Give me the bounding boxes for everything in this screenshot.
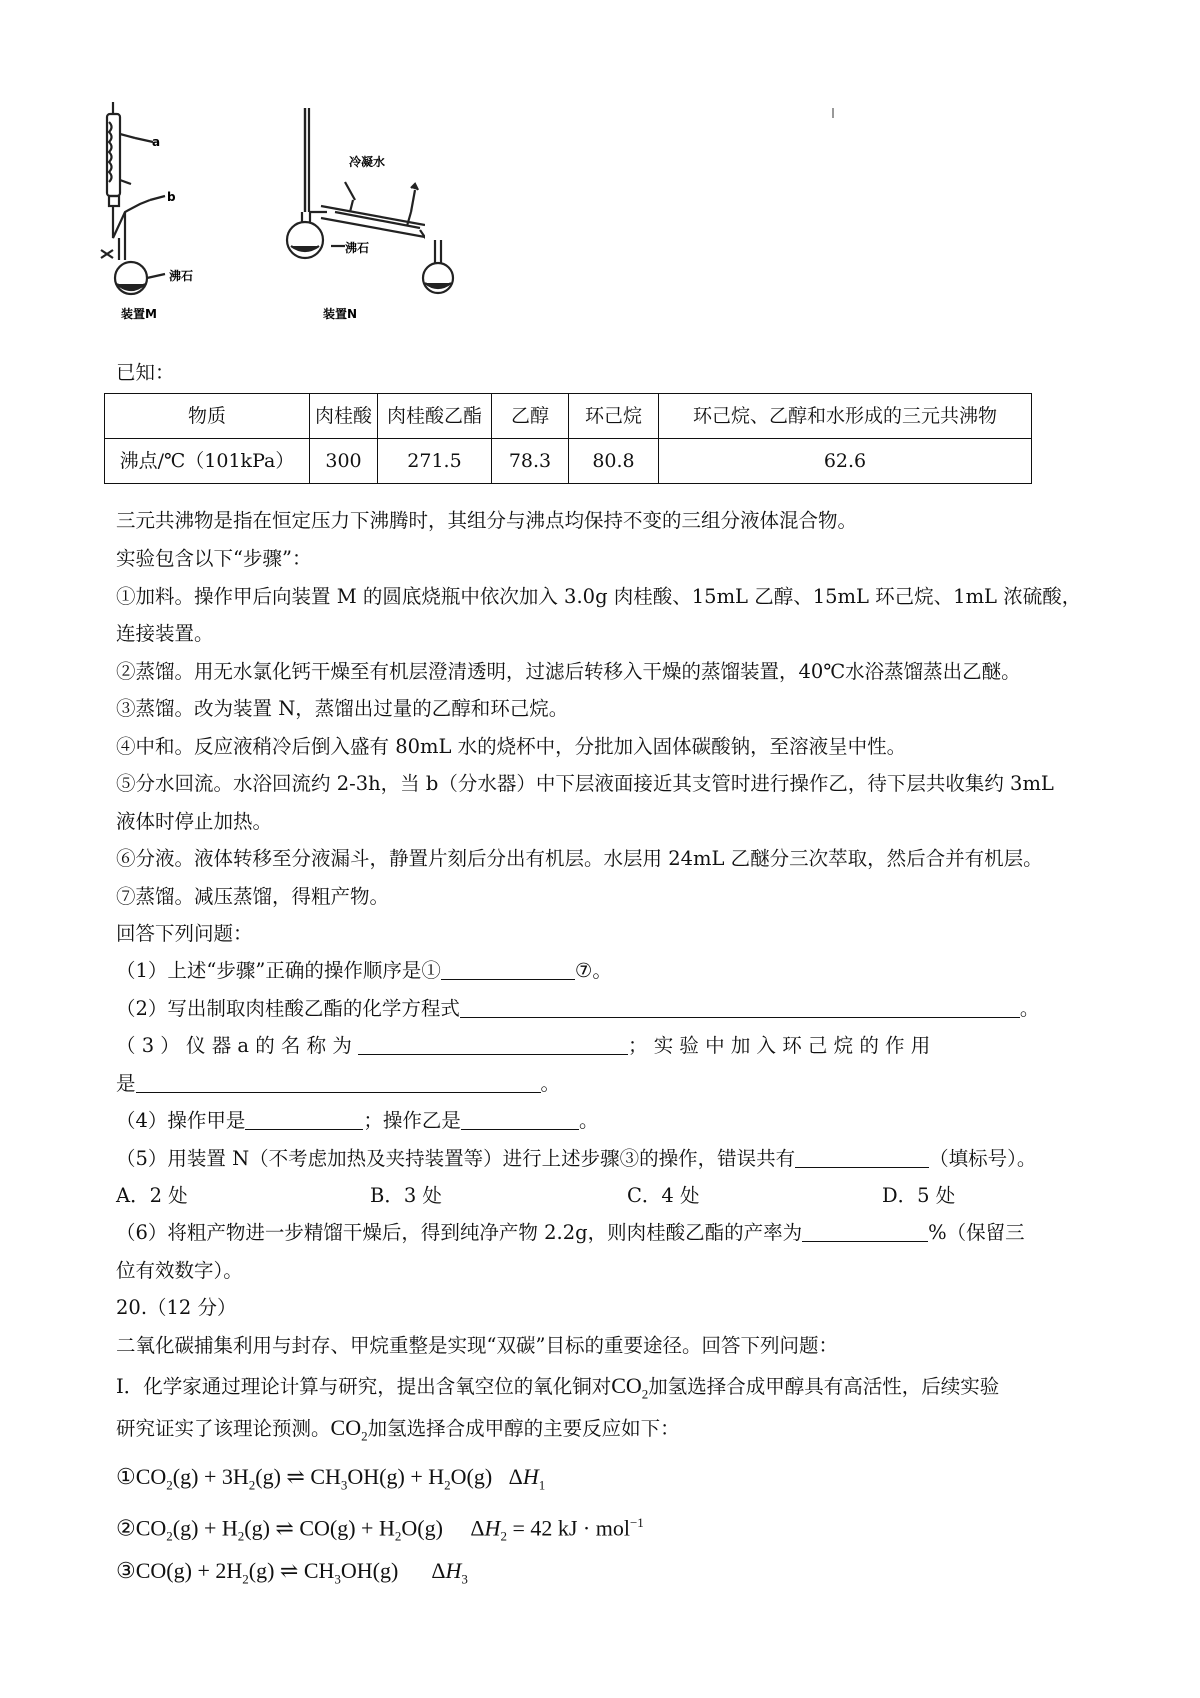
steps-intro: 实验包含以下“步骤”： xyxy=(116,547,312,570)
q20-title: 20.（12 分） xyxy=(116,1296,237,1319)
step-1: ①加料。操作甲后向装置 M 的圆底烧瓶中依次加入 3.0g 肉桂酸、15mL 乙醇、15mL 环己烷、1mL 浓硫酸， xyxy=(116,585,1082,608)
option-c[interactable]: C．4 处 xyxy=(627,1184,700,1207)
label-a: a xyxy=(152,135,161,149)
q5-answer-blank[interactable] xyxy=(795,1147,929,1168)
step-7: ⑦蒸馏。减压蒸馏，得粗产物。 xyxy=(116,885,390,908)
q20-intro: 二氧化碳捕集利用与封存、甲烷重整是实现“双碳”目标的重要途径。回答下列问题： xyxy=(116,1334,838,1357)
option-a[interactable]: A．2 处 xyxy=(116,1184,188,1207)
q1-text: （1）上述“步骤”正确的操作顺序是① xyxy=(116,959,441,982)
option-b[interactable]: B．3 处 xyxy=(370,1184,442,1207)
q4-text-mid: ；操作乙是 xyxy=(363,1109,461,1132)
q20-part1-text: Ⅰ．化学家通过理论计算与研究，提出含氧空位的氧化铜对 xyxy=(116,1375,612,1398)
q4-text-end: 。 xyxy=(578,1109,599,1132)
q3-name-blank[interactable] xyxy=(358,1034,628,1055)
q20-part1-text-b: 加氢选择合成甲醇具有高活性，后续实验 xyxy=(648,1375,1000,1398)
boiling-stone-m-label: 沸石 xyxy=(169,269,194,283)
receiving-flask-n xyxy=(420,240,460,300)
step-1-cont: 连接装置。 xyxy=(116,622,214,645)
question-1 xyxy=(116,958,612,984)
condenser-m xyxy=(107,114,120,196)
q4-text: （4）操作甲是 xyxy=(116,1109,246,1132)
q3-role-blank[interactable] xyxy=(136,1072,541,1093)
co2-formula xyxy=(330,1415,368,1444)
table-header-cell: 肉桂酸 xyxy=(310,394,378,439)
table-cell: 271.5 xyxy=(378,439,492,484)
boiling-stone-n-label: 沸石 xyxy=(345,241,370,255)
table-header-row xyxy=(105,394,1032,439)
q4-op-b-blank[interactable] xyxy=(461,1109,579,1130)
eq2-number: ② xyxy=(116,1515,136,1541)
table-cell: 78.3 xyxy=(492,439,569,484)
table-header-cell: 乙醇 xyxy=(492,394,569,439)
condenser-coil xyxy=(109,122,112,182)
q3-text-end: 。 xyxy=(540,1072,561,1095)
dh2-value: = 42 kJ · mol xyxy=(512,1515,630,1541)
q2-text: （2）写出制取肉桂酸乙酯的化学方程式 xyxy=(116,997,460,1020)
azeotrope-definition: 三元共沸物是指在恒定压力下沸腾时，其组分与沸点均保持不变的三组分液体混合物。 xyxy=(116,509,858,532)
page-mark xyxy=(832,108,834,118)
eq3-number: ③ xyxy=(116,1558,136,1583)
question-4 xyxy=(116,1108,598,1134)
step-6: ⑥分液。液体转移至分液漏斗，静置片刻后分出有机层。水层用 24mL 乙醚分三次萃取，然后合并有机层。 xyxy=(116,847,1043,870)
q3-text: （ 3 ） 仪 器 a 的 名 称 为 xyxy=(116,1034,352,1057)
question-2 xyxy=(116,996,1039,1022)
q1-text-end: ⑦。 xyxy=(574,959,612,982)
answer-intro: 回答下列问题： xyxy=(116,922,253,945)
q2-answer-blank[interactable] xyxy=(460,997,1020,1018)
step-3: ③蒸馏。改为装置 N，蒸馏出过量的乙醇和环己烷。 xyxy=(116,697,569,720)
apparatus-m-label: 装置M xyxy=(121,307,157,321)
table-header-cell: 肉桂酸乙酯 xyxy=(378,394,492,439)
apparatus-figure xyxy=(95,100,425,330)
q5-text: （5）用装置 N（不考虑加热及夹持装置等）进行上述步骤③的操作，错误共有 xyxy=(116,1147,796,1170)
question-6 xyxy=(116,1220,1025,1246)
q20-part1-line2 xyxy=(116,1415,680,1449)
condensing-water-label: 冷凝水 xyxy=(349,155,386,169)
q20-part1-text-c: 研究证实了该理论预测。 xyxy=(116,1417,331,1440)
table-cell: 80.8 xyxy=(569,439,659,484)
co2-formula xyxy=(611,1373,649,1402)
q3-text-b: 是 xyxy=(116,1072,136,1095)
question-6-cont: 位有效数字）。 xyxy=(116,1259,243,1282)
table-row-label: 沸点/℃（101kPa） xyxy=(105,439,310,484)
step-4: ④中和。反应液稍冷后倒入盛有 80mL 水的烧杯中，分批加入固体碳酸钠，至溶液呈中性。 xyxy=(116,735,907,758)
q20-part1-line1 xyxy=(116,1373,999,1407)
co2-subscript: 2 xyxy=(361,1428,368,1444)
q2-text-end: 。 xyxy=(1019,997,1040,1020)
q5-text-end: （填标号）。 xyxy=(929,1147,1037,1170)
co2-subscript: 2 xyxy=(641,1386,649,1402)
q6-text: （6）将粗产物进一步精馏干燥后，得到纯净产物 2.2g，则肉桂酸乙酯的产率为 xyxy=(116,1221,803,1244)
equation-2: $②CO_2(g) + H_2(g)$ ⇌ $CO(g) + H_2O(g)$ $\Delta H_2 = 42$ kJ · mol$^{-1}$ xyxy=(116,1515,644,1544)
apparatus-n-label: 装置N xyxy=(323,307,358,321)
dh2-exponent: −1 xyxy=(629,1515,644,1530)
question-3-cont xyxy=(116,1071,560,1097)
eq1-number: ① xyxy=(116,1464,136,1489)
table-row xyxy=(105,439,1032,484)
table-header-cell: 环己烷、乙醇和水形成的三元共沸物 xyxy=(659,394,1032,439)
equation-3: ③CO(g) + $2H_2(g)$ ⇌ $CH_3OH(g)$ $\Delta H_3$ xyxy=(116,1558,468,1587)
q1-answer-blank[interactable] xyxy=(441,959,575,980)
q6-text-end: %（保留三 xyxy=(928,1221,1025,1244)
co2-text: CO xyxy=(611,1373,642,1398)
step-5: ⑤分水回流。水浴回流约 2-3h，当 b（分水器）中下层液面接近其支管时进行操作乙，待下层共收集约 3mL xyxy=(116,772,1054,795)
co2-text: CO xyxy=(330,1415,362,1440)
question-3 xyxy=(116,1033,930,1059)
water-out-arrow xyxy=(411,190,415,212)
boiling-point-table xyxy=(104,393,1032,484)
table-header-cell: 环己烷 xyxy=(569,394,659,439)
table-cell: 300 xyxy=(310,439,378,484)
equation-1: $①CO_2(g) + 3H_2(g)$ ⇌ $CH_3OH(g) + H_2O(g)$ $\Delta H_1$ xyxy=(116,1464,546,1493)
step-2: ②蒸馏。用无水氯化钙干燥至有机层澄清透明，过滤后转移入干燥的蒸馏装置，40℃水浴蒸馏蒸出乙醚。 xyxy=(116,660,1021,683)
q3-text-mid: ； 实 验 中 加 入 环 己 烷 的 作 用 xyxy=(628,1034,931,1057)
question-5 xyxy=(116,1146,1036,1172)
flask-n-left xyxy=(287,222,323,258)
table-header-cell: 物质 xyxy=(105,394,310,439)
q4-op-a-blank[interactable] xyxy=(245,1109,363,1130)
known-label: 已知： xyxy=(116,361,175,384)
step-5-cont: 液体时停止加热。 xyxy=(116,810,273,833)
table-cell: 62.6 xyxy=(659,439,1032,484)
q20-part1-text-d: 加氢选择合成甲醇的主要反应如下： xyxy=(367,1417,680,1440)
water-in-arrow xyxy=(345,182,355,200)
label-b: b xyxy=(167,190,176,204)
q6-answer-blank[interactable] xyxy=(802,1221,928,1242)
option-d[interactable]: D．5 处 xyxy=(882,1184,956,1207)
